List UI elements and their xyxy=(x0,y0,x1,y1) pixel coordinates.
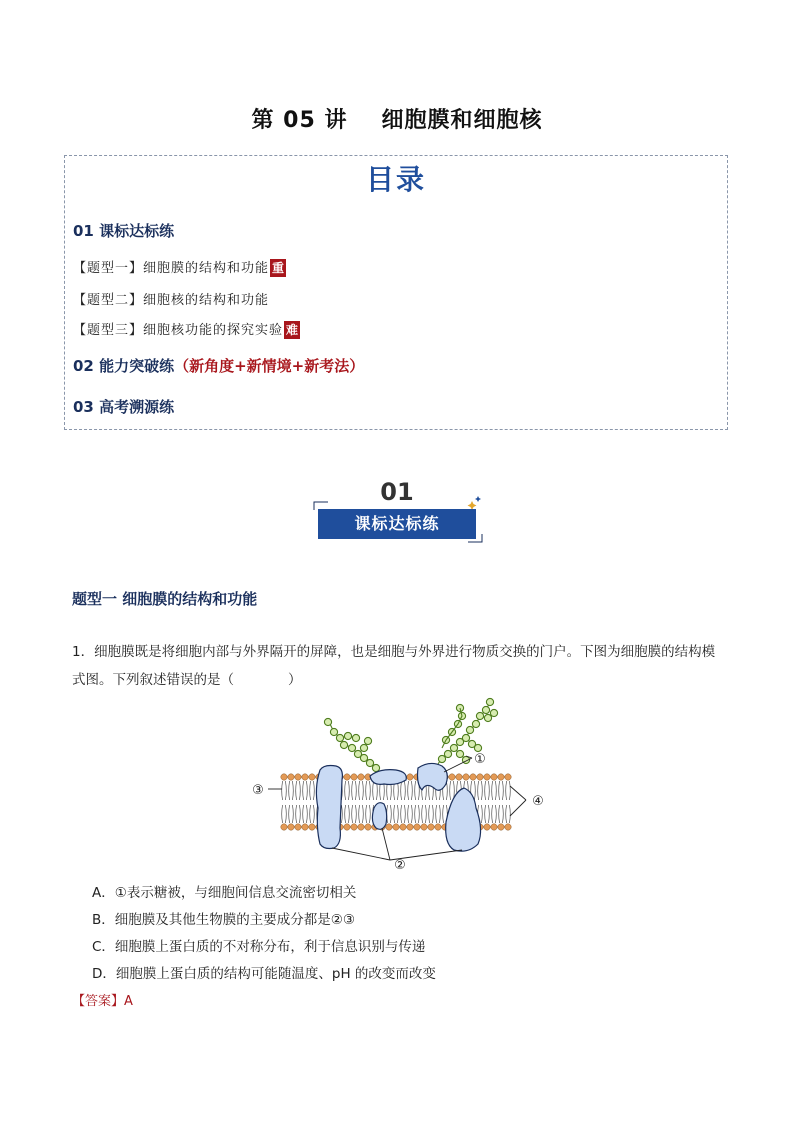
sparkle-icon xyxy=(475,496,481,502)
diagram-label-2: ② xyxy=(394,858,406,873)
phospholipid xyxy=(491,805,497,830)
cell-membrane-diagram xyxy=(240,688,560,876)
answer-line xyxy=(72,990,133,1009)
phospholipid xyxy=(505,774,511,800)
toc-section-2[interactable] xyxy=(73,355,364,376)
option-c[interactable]: C．细胞膜上蛋白质的不对称分布，利于信息识别与传递 xyxy=(92,939,426,955)
phospholipid xyxy=(344,774,350,800)
phospholipid xyxy=(288,774,294,800)
phospholipid xyxy=(358,805,364,830)
toc-subsection-label: 【题型二】细胞核的结构和功能 xyxy=(73,293,270,308)
toc-section-3[interactable]: 03 高考溯源练 xyxy=(73,398,175,416)
key-point-badge: 重 xyxy=(272,261,285,275)
diagram-label-1: ① xyxy=(474,752,486,767)
section-number: 01 xyxy=(380,478,414,506)
toc-subsection-3[interactable] xyxy=(73,319,300,339)
phospholipid xyxy=(505,805,511,830)
phospholipid xyxy=(414,805,420,830)
phospholipid xyxy=(435,805,441,830)
phospholipid xyxy=(351,805,357,830)
diagram-label-3: ③ xyxy=(252,783,264,798)
phospholipid xyxy=(421,805,427,830)
peripheral-protein xyxy=(418,763,448,790)
table-of-contents xyxy=(64,155,728,430)
phospholipid xyxy=(400,805,406,830)
toc-section-label: 02 能力突破练 xyxy=(73,357,175,375)
phospholipid xyxy=(309,774,315,800)
question-type-heading: 题型一 细胞膜的结构和功能 xyxy=(72,590,258,608)
toc-subsection-label: 【题型三】细胞核功能的探究实验 xyxy=(73,323,284,338)
phospholipid xyxy=(344,805,350,830)
option-a[interactable]: A．①表示糖被，与细胞间信息交流密切相关 xyxy=(92,885,357,901)
phospholipid xyxy=(407,805,413,830)
phospholipid xyxy=(428,805,434,830)
document-title xyxy=(0,103,794,134)
phospholipid xyxy=(484,774,490,800)
toc-section-1[interactable]: 01 课标达标练 xyxy=(73,222,175,240)
phospholipid xyxy=(498,805,504,830)
difficulty-badge: 难 xyxy=(286,323,299,337)
toc-subsection-label: 【题型一】细胞膜的结构和功能 xyxy=(73,261,270,276)
toc-section-note: （新角度+新情境+新考法） xyxy=(174,357,365,375)
phospholipid xyxy=(351,774,357,800)
phospholipid xyxy=(309,805,315,830)
diagram-label-4: ④ xyxy=(532,794,544,809)
phospholipid xyxy=(281,774,287,800)
phospholipid xyxy=(484,805,490,830)
glycocalyx-chains xyxy=(324,698,497,782)
phospholipid xyxy=(498,774,504,800)
phospholipid xyxy=(358,774,364,800)
phospholipid xyxy=(295,774,301,800)
toc-subsection-2[interactable] xyxy=(73,289,269,308)
phospholipid xyxy=(393,805,399,830)
embedded-protein xyxy=(372,803,386,830)
phospholipid xyxy=(302,805,308,830)
lecture-topic: 细胞膜和细胞核 xyxy=(381,108,543,133)
phospholipid xyxy=(407,774,413,800)
option-d[interactable]: D．细胞膜上蛋白质的结构可能随温度、pH 的改变而改变 xyxy=(92,966,436,982)
section-banner-title: 课标达标练 xyxy=(318,509,476,539)
phospholipid xyxy=(365,805,371,830)
phospholipid xyxy=(491,774,497,800)
phospholipid xyxy=(477,774,483,800)
toc-subsection-1[interactable] xyxy=(73,257,286,277)
transmembrane-protein xyxy=(316,766,342,849)
phospholipid xyxy=(302,774,308,800)
toc-heading: 目录 xyxy=(365,163,426,196)
phospholipid xyxy=(295,805,301,830)
phospholipid xyxy=(288,805,294,830)
question-stem: 1．细胞膜既是将细胞内部与外界隔开的屏障，也是细胞与外界进行物质交换的门户。下图为细胞膜的结构模式图。下列叙述错误的是（ ） xyxy=(72,644,716,688)
transmembrane-protein xyxy=(446,788,481,851)
answer-value: A xyxy=(124,994,133,1009)
option-b[interactable]: B．细胞膜及其他生物膜的主要成分都是②③ xyxy=(92,912,355,928)
phospholipid xyxy=(281,805,287,830)
lecture-number: 第 05 讲 xyxy=(251,108,348,133)
answer-label: 【答案】 xyxy=(72,994,125,1009)
